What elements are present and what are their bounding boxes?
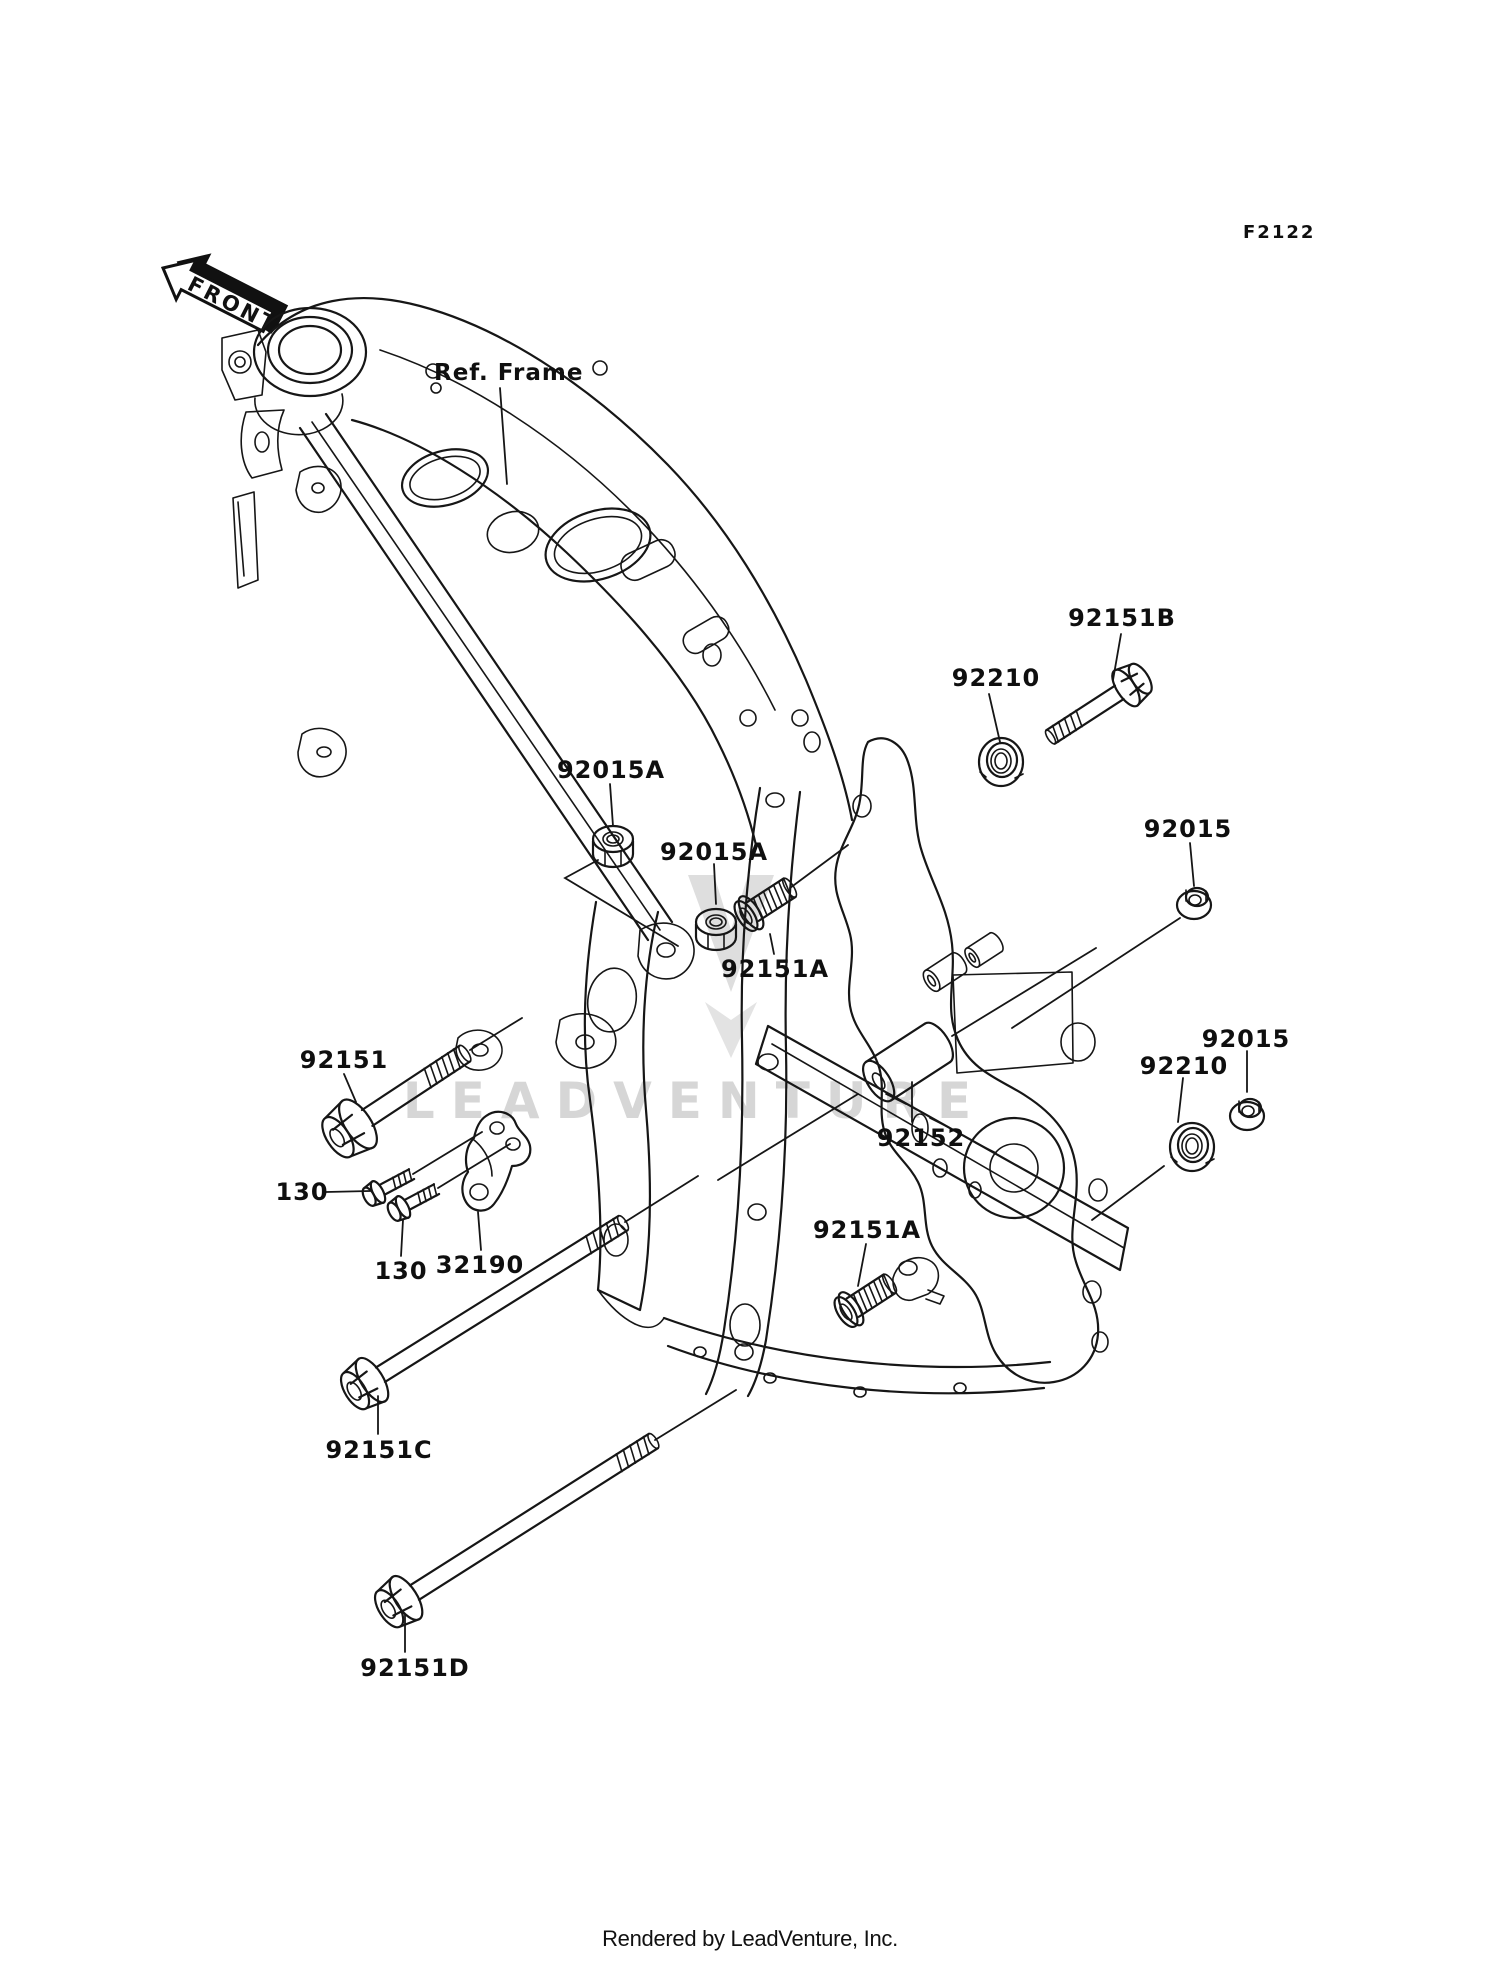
part-label-92210: 92210 — [951, 664, 1041, 692]
front-arrow-text: FRONT — [183, 271, 282, 338]
drawing-nut-92210-upper — [979, 738, 1023, 786]
drawing-bolt-130-b — [384, 1179, 442, 1225]
part-label-92151b: 92151B — [1068, 604, 1176, 632]
part-label-92151d: 92151D — [360, 1654, 470, 1682]
drawing-nut-92015-lower — [1230, 1099, 1264, 1130]
figure-code: F2122 — [1243, 222, 1316, 243]
steering-head — [222, 308, 366, 588]
part-label-130: 130 — [374, 1257, 428, 1285]
clamp-fitting — [893, 1258, 944, 1304]
part-label-92015: 92015 — [1143, 815, 1233, 843]
part-label-130: 130 — [275, 1178, 329, 1206]
part-label-92151a: 92151A — [812, 1216, 922, 1244]
leadventure-watermark — [403, 875, 987, 1130]
part-label-92015a: 92015A — [659, 838, 769, 866]
front-direction-arrow — [153, 238, 292, 346]
mount-bushings — [920, 930, 1006, 994]
fasteners — [313, 657, 1264, 1635]
part-label-92210: 92210 — [1139, 1052, 1229, 1080]
part-label-92152: 92152 — [876, 1124, 966, 1152]
drawing-nut-92210-lower — [1170, 1123, 1214, 1171]
drawing-bolt-92151b — [1037, 657, 1159, 756]
drawing-bolt-92151c — [333, 1200, 639, 1417]
watermark-text: LEADVENTURE — [402, 1072, 988, 1130]
bottom-rail — [664, 1318, 1050, 1397]
footer-credit: Rendered by LeadVenture, Inc. — [602, 1926, 898, 1951]
part-label-92015a: 92015A — [556, 756, 666, 784]
part-label-92151c: 92151C — [325, 1436, 433, 1464]
part-label-92151: 92151 — [299, 1046, 389, 1074]
part-label-92015: 92015 — [1201, 1025, 1291, 1053]
drawing-bolt-92151a-lower — [829, 1266, 903, 1333]
part-label-32190: 32190 — [435, 1251, 525, 1279]
drawing-nut-92015-upper — [1177, 888, 1211, 919]
part-label-92151a: 92151A — [720, 955, 830, 983]
ref-frame-label: Ref. Frame — [434, 360, 584, 386]
